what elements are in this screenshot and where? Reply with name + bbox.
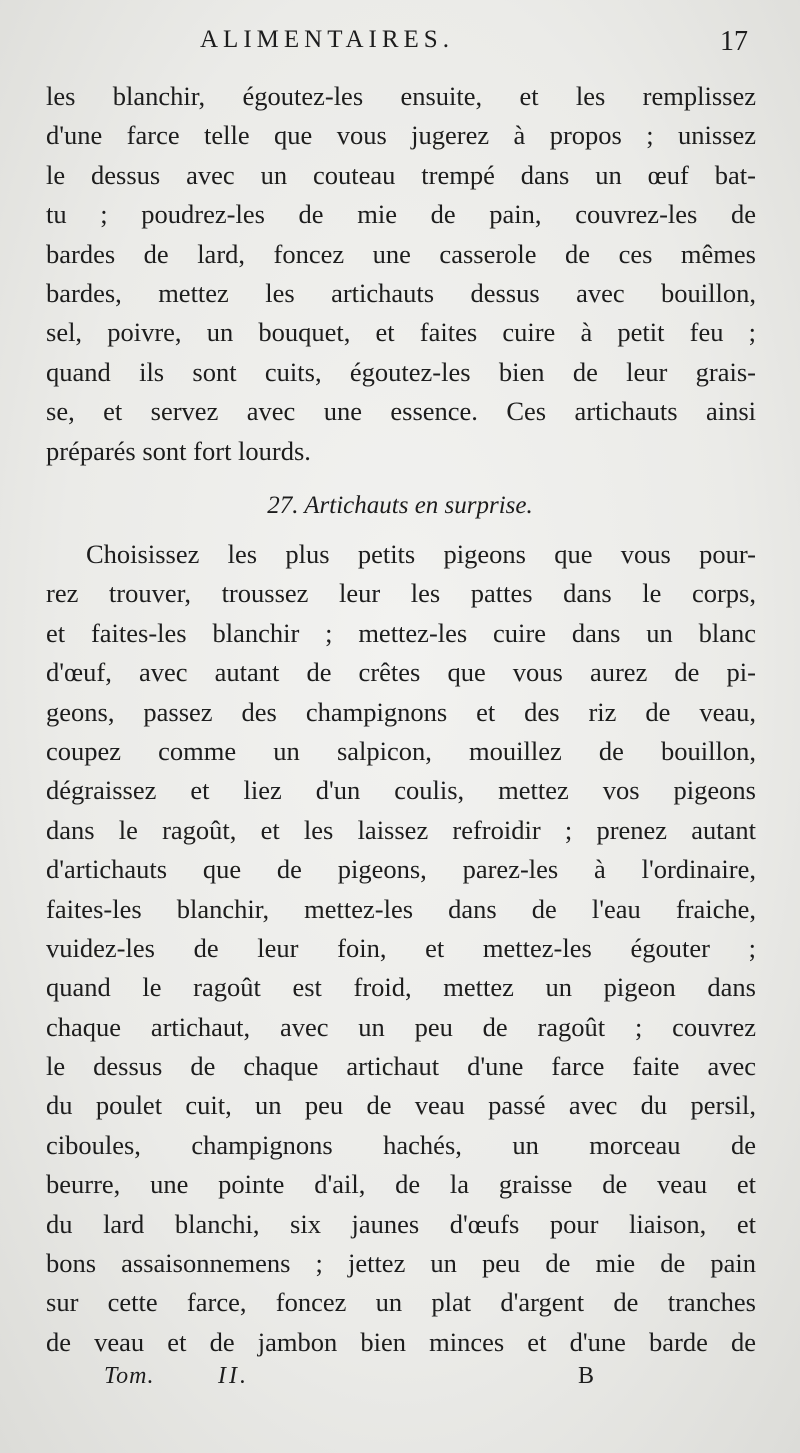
running-head: ALIMENTAIRES. <box>200 26 454 53</box>
text-line: bons assaisonnemens ; jettez un peu de mie de pain <box>46 1248 756 1279</box>
text-line: Choisissez les plus petits pigeons que vous pour- <box>86 539 756 569</box>
text-line: chaque artichaut, avec un peu de ragoût ; couvrez <box>46 1011 756 1042</box>
recipe-title: 27. Artichauts en surprise. <box>267 492 533 519</box>
text-line: tu ; poudrez-les de mie de pain, couvrez-les de <box>46 199 756 230</box>
text-line: faites-les blanchir, mettez-les dans de l'eau fraiche, <box>46 893 756 924</box>
footer-signature: B <box>578 1363 595 1389</box>
text-line: bardes de lard, foncez une casserole de ces mêmes <box>46 238 756 269</box>
text-line: d'œuf, avec autant de crêtes que vous aurez de pi- <box>46 657 756 688</box>
text-line: beurre, une pointe d'ail, de la graisse de veau et <box>46 1169 756 1200</box>
paragraph-2 <box>46 535 756 1362</box>
text-line: rez trouver, troussez leur les pattes dans le corps, <box>46 578 756 609</box>
text-line: le dessus de chaque artichaut d'une farce faite avec <box>46 1051 756 1082</box>
text-line: coupez comme un salpicon, mouillez de bouillon, <box>46 735 756 766</box>
text-line: se, et servez avec une essence. Ces artichauts ainsi <box>46 396 756 427</box>
text-line: bardes, mettez les artichauts dessus avec bouillon, <box>46 277 756 308</box>
footer-volume: II. <box>218 1363 249 1389</box>
text-line: dans le ragoût, et les laissez refroidir ; prenez autant <box>46 814 756 845</box>
text-line: geons, passez des champignons et des riz de veau, <box>46 696 756 727</box>
text-line: d'une farce telle que vous jugerez à propos ; unissez <box>46 120 756 151</box>
text-line: les blanchir, égoutez-les ensuite, et les remplissez <box>46 81 756 111</box>
text-line: préparés sont fort lourds. <box>46 435 311 466</box>
text-line: et faites-les blanchir ; mettez-les cuire dans un blanc <box>46 617 756 648</box>
text-line: vuidez-les de leur foin, et mettez-les égouter ; <box>46 932 756 963</box>
paragraph-1 <box>46 77 756 471</box>
text-line: quand le ragoût est froid, mettez un pigeon dans <box>46 972 756 1003</box>
text-line: ciboules, champignons hachés, un morceau de <box>46 1129 756 1160</box>
footer-tome: Tom. <box>104 1363 155 1389</box>
text-line: le dessus avec un couteau trempé dans un œuf bat- <box>46 159 756 190</box>
text-line: du poulet cuit, un peu de veau passé avec du persil, <box>46 1090 756 1121</box>
text-line: sur cette farce, foncez un plat d'argent de tranches <box>46 1287 756 1318</box>
page-number: 17 <box>720 26 748 57</box>
text-line: de veau et de jambon bien minces et d'une barde de <box>46 1326 756 1357</box>
text-line: du lard blanchi, six jaunes d'œufs pour liaison, et <box>46 1208 756 1239</box>
text-line: dégraissez et liez d'un coulis, mettez vos pigeons <box>46 775 756 806</box>
text-line: d'artichauts que de pigeons, parez-les à l'ordinaire, <box>46 854 756 885</box>
text-line: sel, poivre, un bouquet, et faites cuire à petit feu ; <box>46 317 756 348</box>
text-line: quand ils sont cuits, égoutez-les bien de leur grais- <box>46 356 756 387</box>
